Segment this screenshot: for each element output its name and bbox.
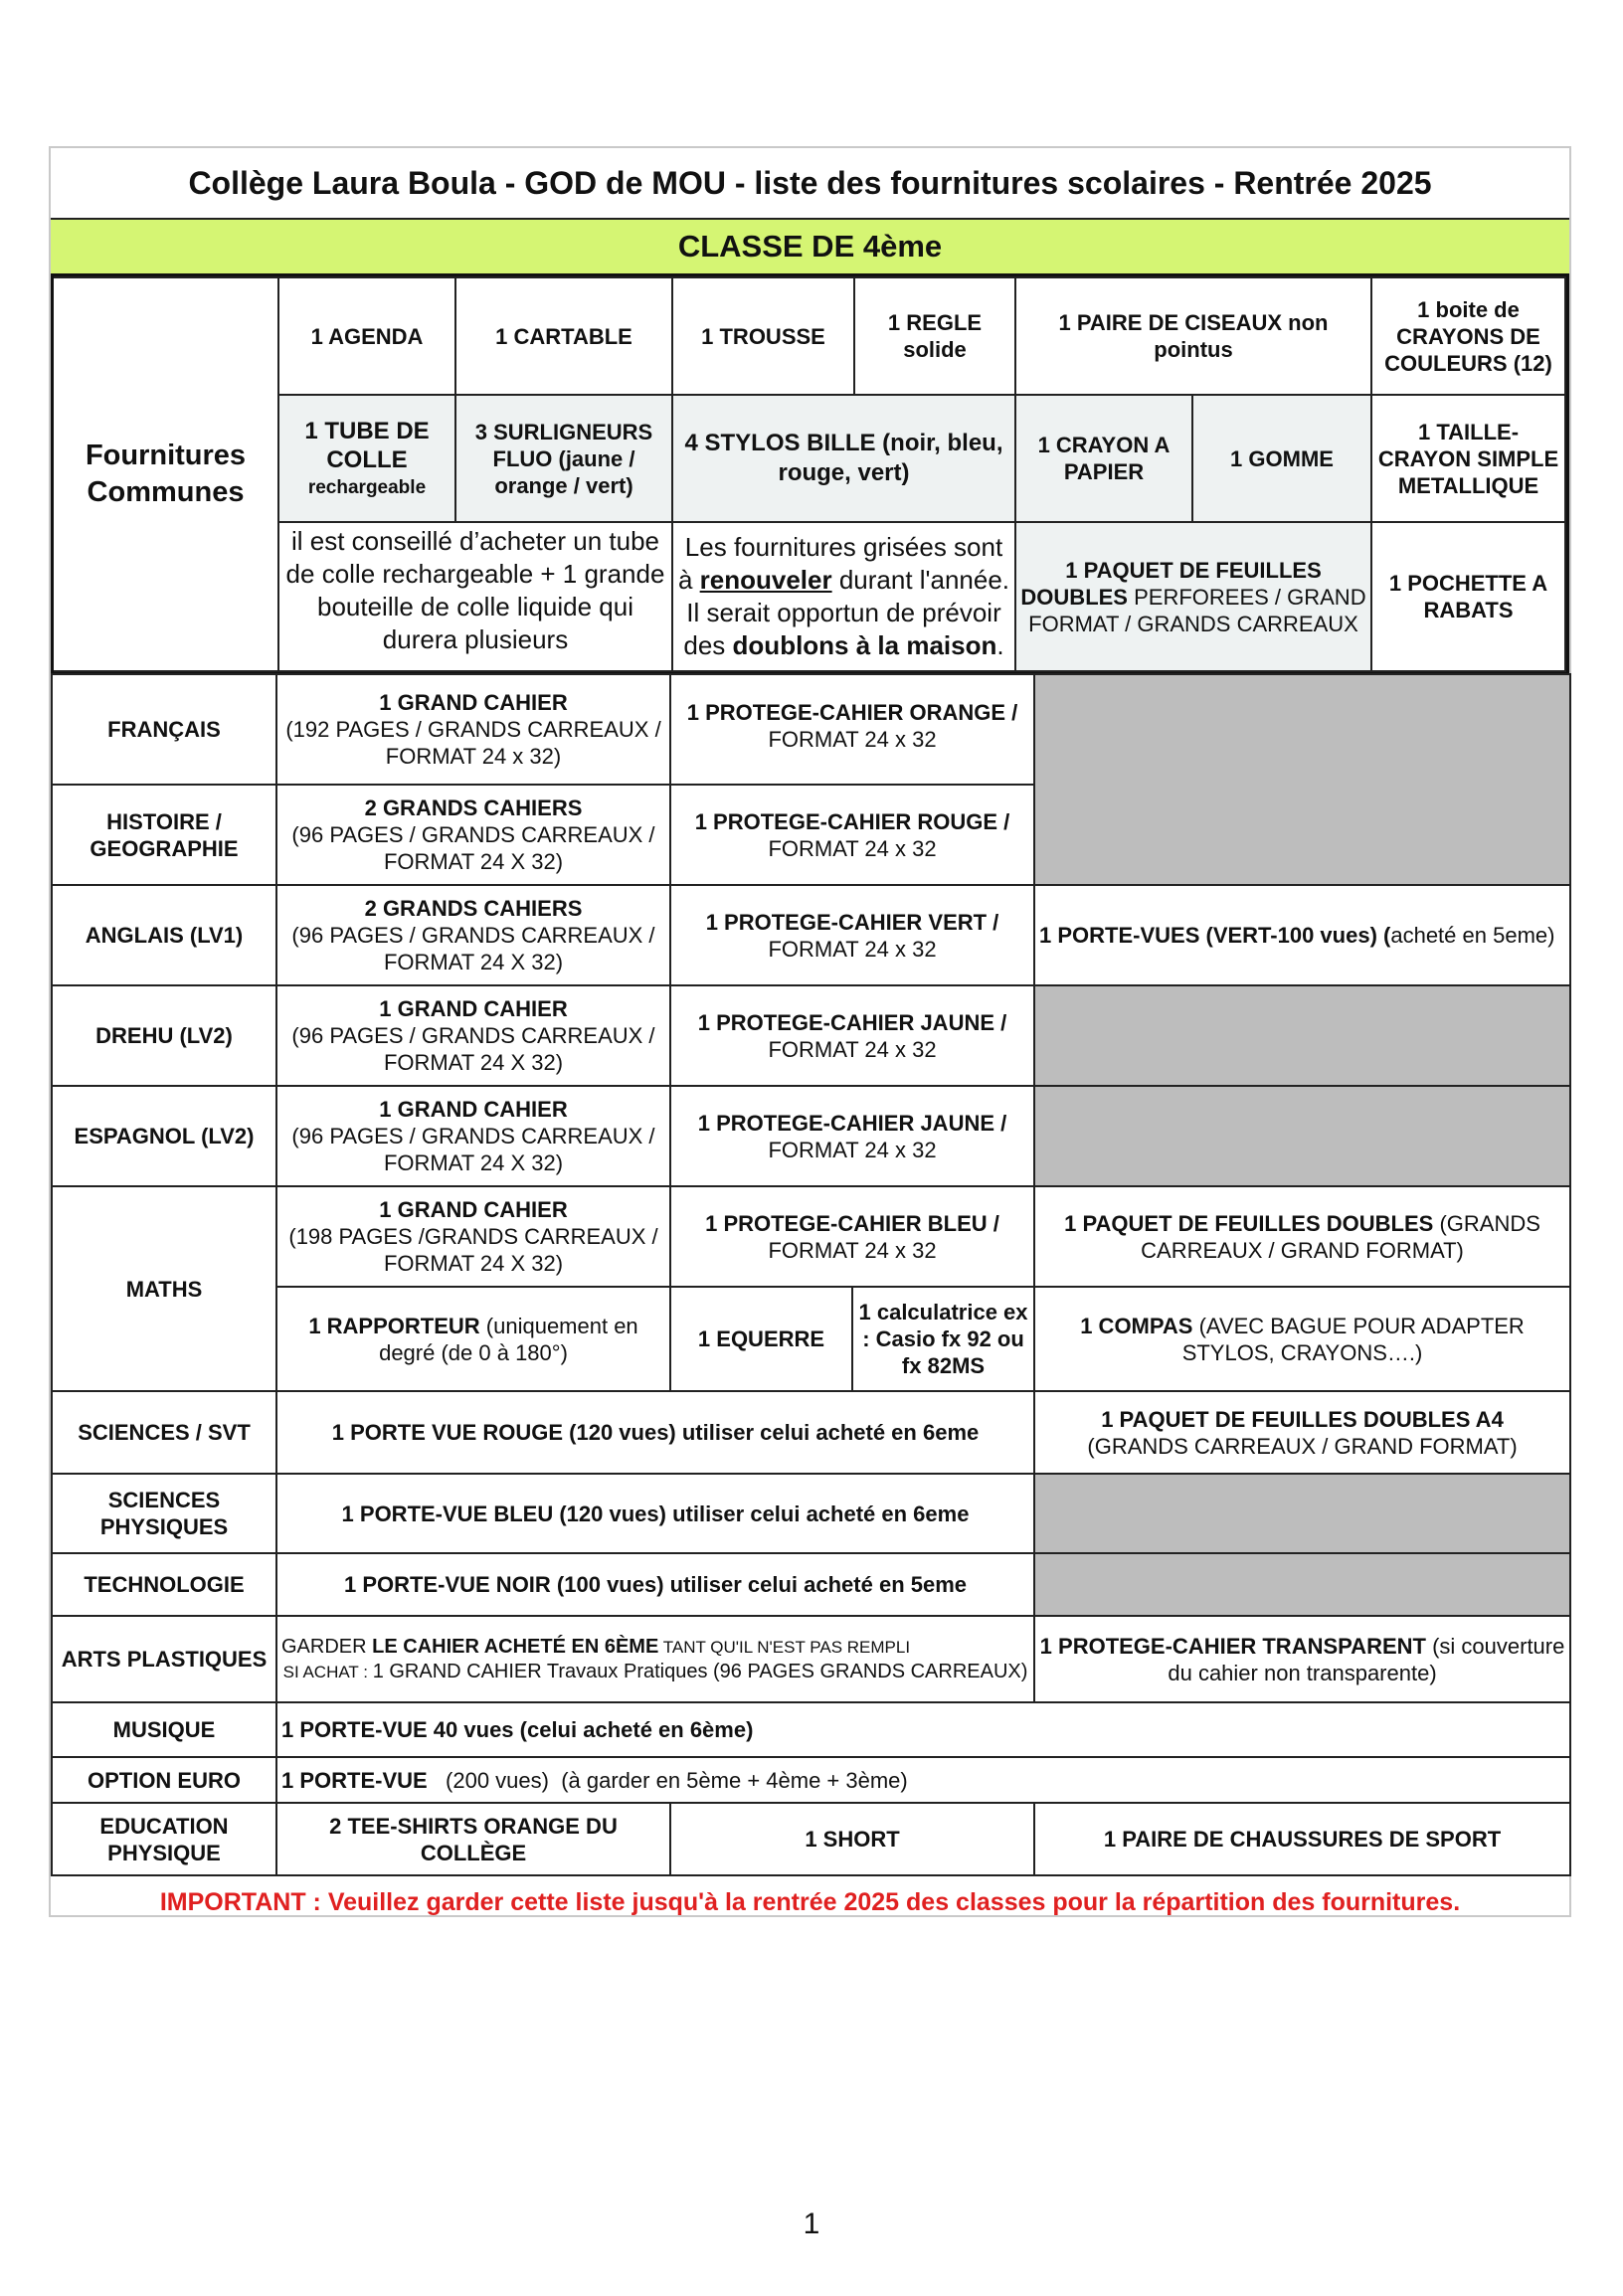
item-trousse: 1 TROUSSE <box>672 277 854 395</box>
grisees-note <box>672 522 1015 671</box>
protege-format: FORMAT 24 x 32 <box>768 936 937 962</box>
maths-feuilles <box>1034 1186 1570 1287</box>
table-row <box>52 1553 1570 1616</box>
grisees-text-2: durant l'année. Il serait opportun de prévoir des <box>683 565 1010 660</box>
protege-label: 1 PROTEGE-CAHIER VERT / <box>705 909 999 935</box>
subject-musique: MUSIQUE <box>52 1702 276 1757</box>
protege-format: FORMAT 24 x 32 <box>768 727 937 752</box>
musique-porte-vue: 1 PORTE-VUE 40 vues (celui acheté en 6ème) <box>276 1702 1570 1757</box>
paquet-feuilles-bold: 1 PAQUET DE FEUILLES DOUBLES <box>1020 557 1322 610</box>
protege-format: FORMAT 24 x 32 <box>768 1036 937 1062</box>
table-row <box>52 1086 1570 1186</box>
subject-drehu: DREHU (LV2) <box>52 985 276 1086</box>
cahier-label: 1 GRAND CAHIER <box>379 996 568 1021</box>
svt-feuilles <box>1034 1391 1570 1474</box>
arts-protege-cahier <box>1034 1616 1570 1702</box>
cahier-details: (96 PAGES / GRANDS CARREAUX / FORMAT 24 X 32) <box>291 923 655 974</box>
subject-euro: OPTION EURO <box>52 1757 276 1803</box>
greyed-cell <box>1034 1474 1570 1553</box>
tube-colle-note: rechargeable <box>307 476 427 498</box>
arts-cahier-6eme: LE CAHIER ACHETÉ EN 6ÈME <box>372 1635 659 1658</box>
protege-label: 1 PROTEGE-CAHIER TRANSPARENT <box>1039 1633 1426 1659</box>
protege-label: 1 PROTEGE-CAHIER JAUNE / <box>697 1110 1007 1136</box>
protege-details: (si couverture du cahier non transparente) <box>1168 1633 1565 1685</box>
arts-garder: GARDER <box>281 1635 373 1658</box>
feuilles-details: (GRANDS CARREAUX / GRAND FORMAT) <box>1141 1210 1540 1263</box>
arts-si-achat: SI ACHAT : <box>282 1662 373 1681</box>
item-ciseaux: 1 PAIRE DE CISEAUX non pointus <box>1015 277 1371 395</box>
page-number: 1 <box>803 2208 820 2240</box>
cahier-details: (192 PAGES / GRANDS CARREAUX / FORMAT 24 x 32) <box>285 717 661 769</box>
subject-maths: MATHS <box>52 1186 276 1391</box>
techno-porte-vue: 1 PORTE-VUE NOIR (100 vues) utiliser celui acheté en 5eme <box>276 1553 1034 1616</box>
protege-format: FORMAT 24 x 32 <box>768 1237 937 1263</box>
eps-chaussures: 1 PAIRE DE CHAUSSURES DE SPORT <box>1034 1803 1570 1875</box>
fournitures-communes-label: Fournitures Communes <box>54 277 278 671</box>
table-row <box>52 674 1570 785</box>
table-row <box>52 1616 1570 1702</box>
subject-anglais: ANGLAIS (LV1) <box>52 885 276 985</box>
arts-grand-cahier: 1 GRAND CAHIER Travaux Pratiques (96 PAGES GRANDS CARREAUX) <box>372 1660 1028 1682</box>
table-row <box>52 1186 1570 1287</box>
subject-eps: EDUCATION PHYSIQUE <box>52 1803 276 1875</box>
protege-format: FORMAT 24 x 32 <box>768 835 937 861</box>
cahier-details: (96 PAGES / GRANDS CARREAUX / FORMAT 24 X 32) <box>291 1124 655 1175</box>
table-row <box>52 1702 1570 1757</box>
greyed-cell <box>1034 674 1570 885</box>
greyed-cell <box>1034 1553 1570 1616</box>
protege-label: 1 PROTEGE-CAHIER ROUGE / <box>694 808 1010 834</box>
maths-calculatrice: 1 calculatrice ex : Casio fx 92 ou fx 82MS <box>852 1287 1034 1391</box>
subject-francais: FRANÇAIS <box>52 674 276 785</box>
cahier-label: 2 GRANDS CAHIERS <box>364 795 583 820</box>
arts-line-1 <box>281 1635 1029 1660</box>
grisees-text-3: . <box>996 630 1004 660</box>
important-notice: IMPORTANT : Veuillez garder cette liste jusqu'à la rentrée 2025 des classes pour la répartition des fournitures. <box>159 1887 1461 1916</box>
item-stylos: 4 STYLOS BILLE (noir, bleu, rouge, vert) <box>672 395 1015 522</box>
subject-svt: SCIENCES / SVT <box>52 1391 276 1474</box>
greyed-cell <box>1034 1086 1570 1186</box>
anglais-porte-vues <box>1034 885 1570 985</box>
rapporteur-label: 1 RAPPORTEUR <box>308 1313 480 1338</box>
histoire-protege-cahier <box>670 785 1034 885</box>
conseil-colle-note: il est conseillé d’acheter un tube de colle rechargeable + 1 grande bouteille de colle liquide qui durera plusieurs <box>278 522 672 671</box>
table-row <box>52 885 1570 985</box>
francais-protege-cahier <box>670 674 1034 785</box>
item-regle: 1 REGLE solide <box>854 277 1015 395</box>
table-row <box>52 1803 1570 1875</box>
grisees-text-1: Les fournitures grisées sont à <box>677 532 1003 595</box>
cahier-details: (96 PAGES / GRANDS CARREAUX / FORMAT 24 X 32) <box>291 822 655 874</box>
greyed-cell <box>1034 985 1570 1086</box>
protege-label: 1 PROTEGE-CAHIER BLEU / <box>705 1210 999 1236</box>
item-taille-crayon: 1 TAILLE-CRAYON SIMPLE METALLIQUE <box>1371 395 1565 522</box>
maths-protege-cahier <box>670 1186 1034 1287</box>
subject-espagnol: ESPAGNOL (LV2) <box>52 1086 276 1186</box>
cahier-label: 1 GRAND CAHIER <box>379 1097 568 1122</box>
anglais-cahier <box>276 885 670 985</box>
arts-line-2 <box>281 1660 1029 1684</box>
item-tube-colle <box>278 395 455 522</box>
eps-tee-shirts: 2 TEE-SHIRTS ORANGE DU COLLÈGE <box>276 1803 670 1875</box>
item-cartable: 1 CARTABLE <box>455 277 672 395</box>
cahier-label: 2 GRANDS CAHIERS <box>364 896 583 921</box>
feuilles-label: 1 PAQUET DE FEUILLES DOUBLES A4 <box>1101 1406 1504 1432</box>
rapporteur-details: (uniquement en degré (de 0 à 180°) <box>379 1313 638 1365</box>
protege-label: 1 PROTEGE-CAHIER JAUNE / <box>697 1009 1007 1035</box>
subject-techno: TECHNOLOGIE <box>52 1553 276 1616</box>
maths-compas <box>1034 1287 1570 1391</box>
drehu-protege-cahier <box>670 985 1034 1086</box>
feuilles-details: (GRANDS CARREAUX / GRAND FORMAT) <box>1087 1433 1518 1459</box>
cahier-details: (198 PAGES /GRANDS CARREAUX / FORMAT 24 X 32) <box>288 1224 658 1276</box>
cahier-details: (96 PAGES / GRANDS CARREAUX / FORMAT 24 X 32) <box>291 1023 655 1075</box>
cahier-label: 1 GRAND CAHIER <box>379 1197 568 1222</box>
table-row <box>52 985 1570 1086</box>
physique-porte-vue: 1 PORTE-VUE BLEU (120 vues) utiliser celui acheté en 6eme <box>276 1474 1034 1553</box>
page-title: Collège Laura Boula - GOD de MOU - liste des fournitures scolaires - Rentrée 2025 <box>188 164 1432 201</box>
maths-equerre: 1 EQUERRE <box>670 1287 852 1391</box>
item-crayon-papier: 1 CRAYON A PAPIER <box>1015 395 1192 522</box>
item-pochette: 1 POCHETTE A RABATS <box>1371 522 1565 671</box>
item-paquet-feuilles <box>1015 522 1371 671</box>
eps-short: 1 SHORT <box>670 1803 1034 1875</box>
porte-vues-label: 1 PORTE-VUES (VERT-100 vues) ( <box>1039 923 1391 948</box>
euro-porte-vue <box>276 1757 1570 1803</box>
subject-histoire: HISTOIRE / GEOGRAPHIE <box>52 785 276 885</box>
fournitures-communes-block <box>51 273 1569 673</box>
euro-porte-vue-label: 1 PORTE-VUE <box>281 1767 428 1793</box>
protege-label: 1 PROTEGE-CAHIER ORANGE / <box>686 700 1018 725</box>
item-crayons-couleurs: 1 boite de CRAYONS DE COULEURS (12) <box>1371 277 1565 395</box>
francais-cahier <box>276 674 670 785</box>
porte-vues-note: acheté en 5eme) <box>1390 923 1555 948</box>
subjects-table <box>51 673 1569 1876</box>
table-row <box>52 1474 1570 1553</box>
table-row <box>52 1757 1570 1803</box>
class-banner: CLASSE DE 4ème <box>51 218 1569 273</box>
grisees-renouveler: renouveler <box>699 565 832 595</box>
cahier-label: 1 GRAND CAHIER <box>379 690 568 715</box>
item-gomme: 1 GOMME <box>1192 395 1371 522</box>
compas-label: 1 COMPAS <box>1080 1313 1193 1338</box>
maths-cahier <box>276 1186 670 1287</box>
anglais-protege-cahier <box>670 885 1034 985</box>
protege-format: FORMAT 24 x 32 <box>768 1137 937 1162</box>
subject-physique: SCIENCES PHYSIQUES <box>52 1474 276 1553</box>
espagnol-protege-cahier <box>670 1086 1034 1186</box>
subject-arts: ARTS PLASTIQUES <box>52 1616 276 1702</box>
arts-tant-que: TANT QU'IL N'EST PAS REMPLI <box>658 1637 911 1657</box>
tube-colle-label: 1 TUBE DE COLLE <box>304 417 430 473</box>
paquet-feuilles-rest: PERFOREES / GRAND FORMAT / GRANDS CARREAUX <box>1028 584 1366 636</box>
item-surligneurs: 3 SURLIGNEURS FLUO (jaune / orange / vert) <box>455 395 672 522</box>
arts-cahier <box>276 1616 1034 1702</box>
espagnol-cahier <box>276 1086 670 1186</box>
feuilles-label: 1 PAQUET DE FEUILLES DOUBLES <box>1064 1210 1434 1236</box>
supply-list-sheet <box>49 146 1571 1917</box>
table-row <box>52 1391 1570 1474</box>
compas-details: (AVEC BAGUE POUR ADAPTER STYLOS, CRAYONS….) <box>1181 1313 1525 1365</box>
svt-porte-vue: 1 PORTE VUE ROUGE (120 vues) utiliser celui acheté en 6eme <box>276 1391 1034 1474</box>
maths-rapporteur <box>276 1287 670 1391</box>
item-agenda: 1 AGENDA <box>278 277 455 395</box>
drehu-cahier <box>276 985 670 1086</box>
histoire-cahier <box>276 785 670 885</box>
table-row <box>52 1287 1570 1391</box>
euro-porte-vue-details: (200 vues) (à garder en 5ème + 4ème + 3ème) <box>427 1767 908 1793</box>
grisees-doublons: doublons à la maison <box>732 630 997 660</box>
